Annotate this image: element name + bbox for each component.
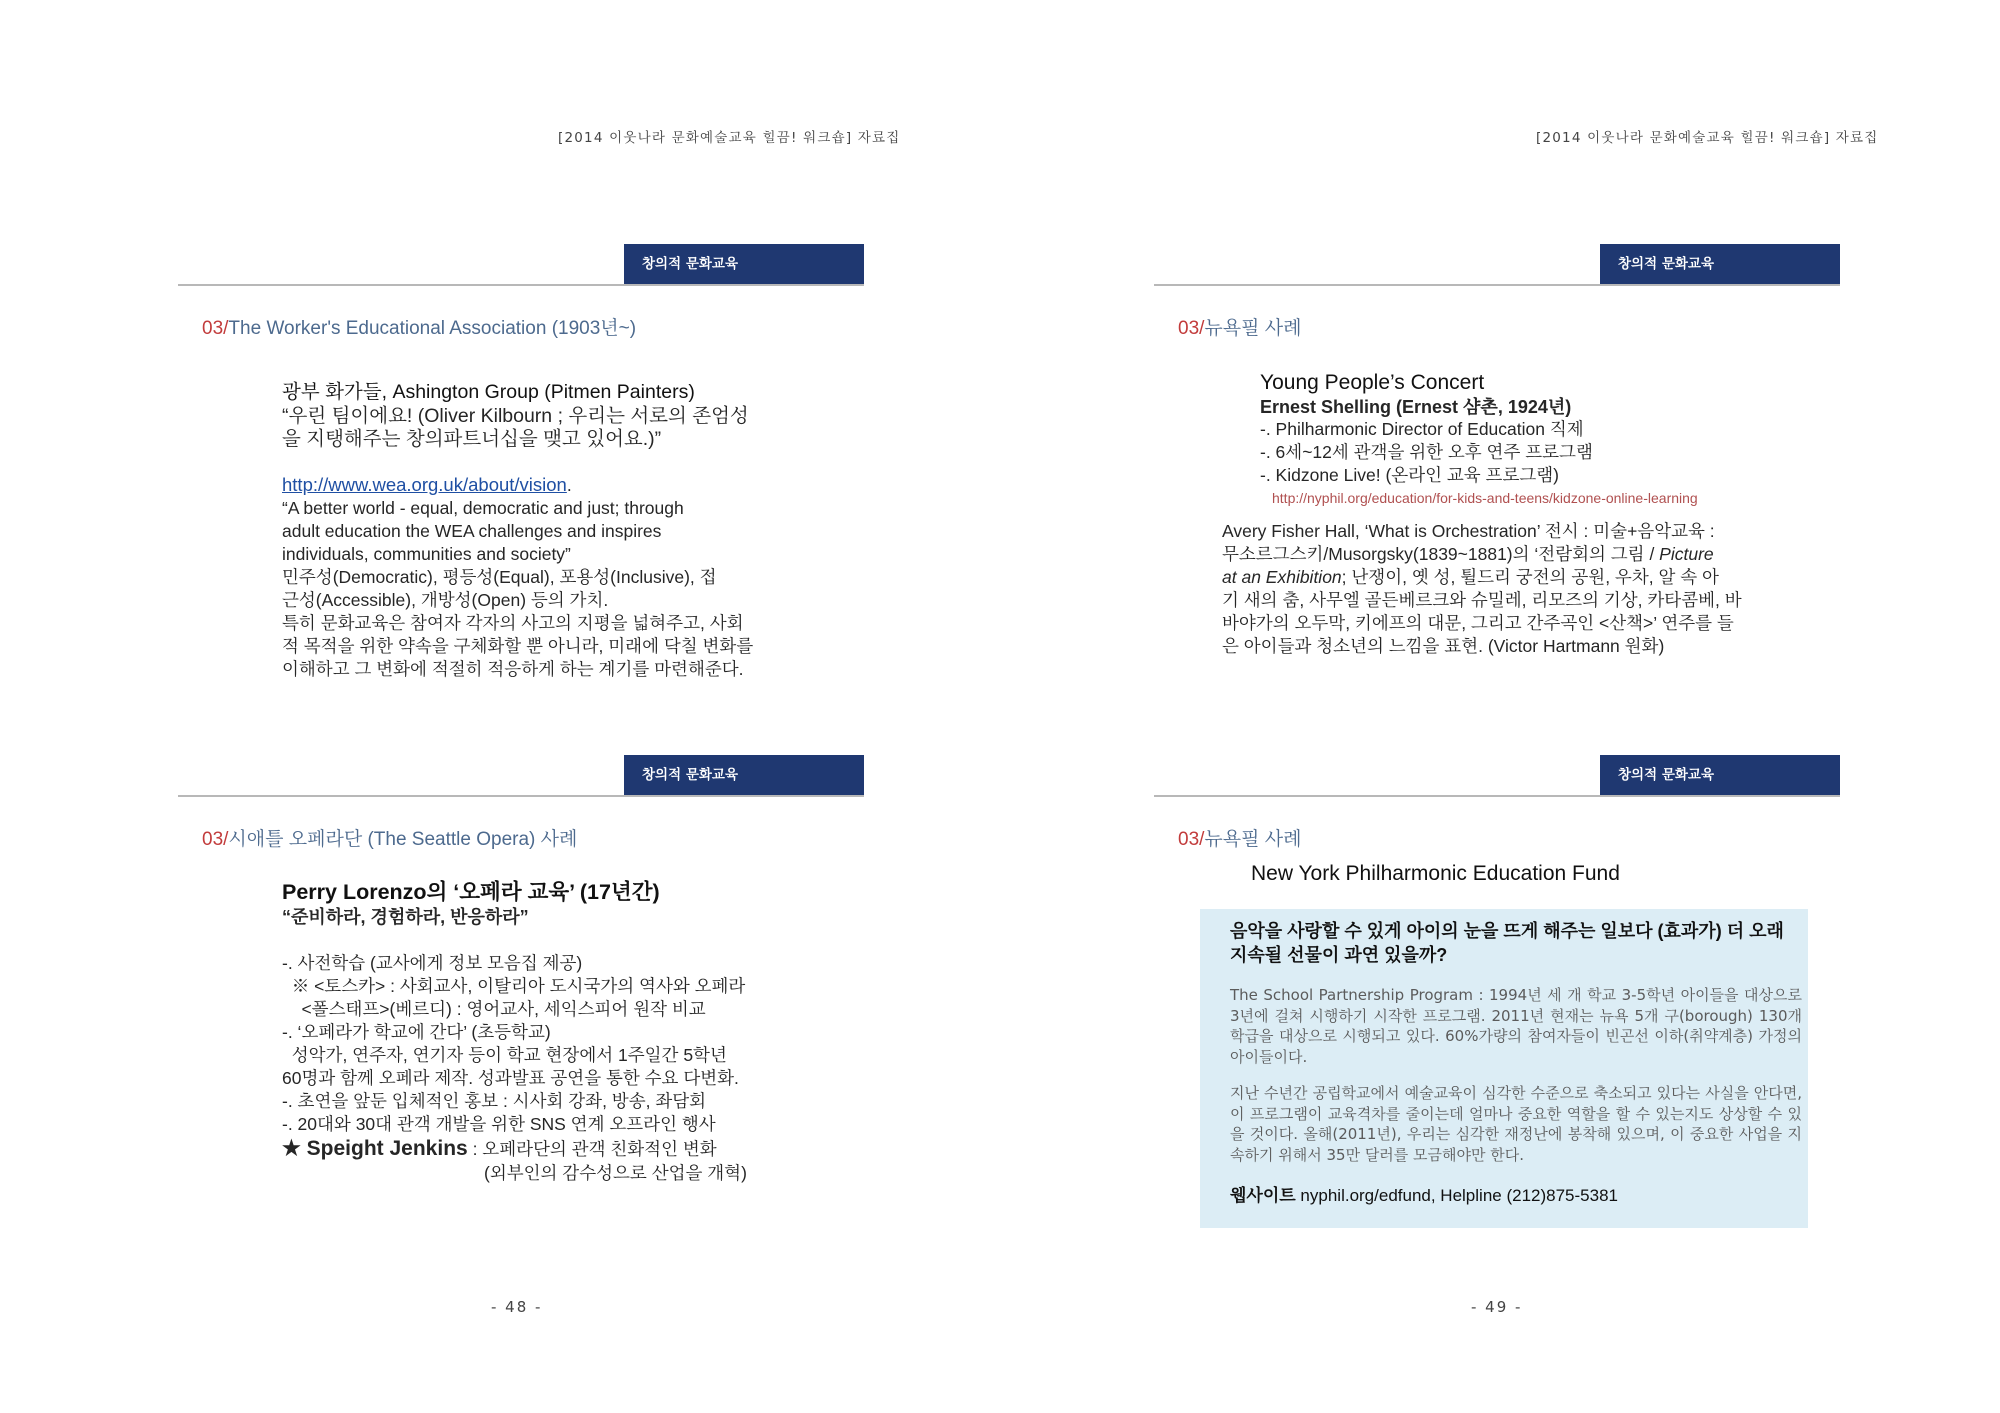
- slide-badge: 창의적 문화교육: [1600, 755, 1840, 796]
- slide-title: [202, 824, 577, 851]
- seattle-line-6: 60명과 함께 오페라 제작. 성과발표 공연을 통한 수요 다변화.: [282, 1068, 739, 1088]
- slide-title: [1178, 313, 1301, 340]
- exhibition-line-3: ; 난쟁이, 옛 성, 튈드리 궁전의 공원, 우차, 알 속 아: [1341, 567, 1719, 587]
- slide-title: [202, 313, 636, 340]
- seattle-line-3: <폴스태프>(베르디) : 영어교사, 세익스피어 원작 비교: [282, 999, 706, 1019]
- wea-para-line-6: 특히 문화교육은 참여자 각자의 사고의 지평을 넓혀주고, 사회: [282, 613, 744, 633]
- slide-body: [282, 380, 842, 681]
- fund-question: 음악을 사랑할 수 있게 아이의 눈을 뜨게 해주는 일보다 (효과가) 더 오래 지속될 선물이 과연 있을까?: [1230, 921, 1784, 965]
- exhibition-line-2: 무소르그스키/Musorgsky(1839~1881)의 ‘전람회의 그림 /: [1222, 544, 1660, 564]
- exhibition-paragraph: [1222, 520, 1812, 658]
- slide-title-text: 뉴욕필 사례: [1204, 829, 1302, 850]
- slide-title-text: The Worker's Educational Association (1903년~): [228, 318, 637, 339]
- slide-divider: [178, 795, 864, 797]
- slide-divider: [1154, 284, 1840, 286]
- wea-link[interactable]: http://www.wea.org.uk/about/vision: [282, 474, 567, 495]
- seattle-line-2: ※ <토스카> : 사회교사, 이탈리아 도시국가의 역사와 오페라: [282, 976, 746, 996]
- slide-title: [1178, 824, 1301, 851]
- quote-line-2: 을 지탱해주는 창의파트너십을 맺고 있어요.)”: [282, 428, 662, 450]
- slide-badge: 창의적 문화교육: [624, 755, 864, 796]
- exhibition-line-1: Avery Fisher Hall, ‘What is Orchestration’ 전시 : 미술+음악교육 :: [1222, 521, 1715, 541]
- exhibition-line-4: 기 새의 춤, 사무엘 골든베르크와 슈밀레, 리모즈의 기상, 카타콤베, 바: [1222, 590, 1742, 610]
- seattle-line-4: -. ‘오페라가 학교에 간다’ (초등학교): [282, 1022, 551, 1042]
- kidzone-link[interactable]: http://nyphil.org/education/for-kids-and-teens/kidzone-online-learning: [1272, 490, 1698, 506]
- fund-website-label: 웹사이트: [1230, 1186, 1296, 1205]
- fund-heading: New York Philharmonic Education Fund: [1251, 862, 1620, 885]
- concert-line-2: -. 6세~12세 관객을 위한 오후 연주 프로그램: [1260, 442, 1593, 462]
- exhibition-line-5: 바야가의 오두막, 키에프의 대문, 그리고 간주곡인 <산책>’ 연주를 들: [1222, 613, 1734, 633]
- wea-para-line-4: 민주성(Democratic), 평등성(Equal), 포용성(Inclusive), 접: [282, 567, 717, 587]
- quote-line-1: “우린 팀이에요! (Oliver Kilbourn ; 우리는 서로의 존엄성: [282, 405, 749, 427]
- exhibition-line-6: 은 아이들과 청소년의 느낌을 표현. (Victor Hartmann 원화): [1222, 636, 1665, 656]
- slide-title-number: 03/: [1178, 829, 1205, 850]
- slide-nyphil-fund: [1154, 755, 1854, 1235]
- concert-header-block: [1260, 370, 1820, 510]
- slide-badge: 창의적 문화교육: [624, 244, 864, 285]
- wea-para-line-8: 이해하고 그 변화에 적절히 적응하게 하는 계기를 마련해준다.: [282, 659, 744, 679]
- wea-para-line-5: 근성(Accessible), 개방성(Open) 등의 가치.: [282, 590, 609, 610]
- slide-title-text: 뉴욕필 사례: [1204, 318, 1302, 339]
- slide-title-number: 03/: [1178, 318, 1205, 339]
- slide-title-text: 시애틀 오페라단 (The Seattle Opera) 사례: [228, 829, 578, 850]
- concert-heading: Young People’s Concert: [1260, 371, 1485, 394]
- left-page-header: [2014 이웃나라 문화예술교육 힐끔! 워크숍] 자료집: [558, 130, 901, 146]
- seattle-line-7: -. 초연을 앞둔 입체적인 홍보 : 시사회 강좌, 방송, 좌담회: [282, 1091, 707, 1111]
- fund-info-box: [1200, 909, 1808, 1228]
- speight-jenkins-label: ★ Speight Jenkins: [282, 1137, 468, 1160]
- slide-wea: [178, 244, 878, 724]
- slide-title-number: 03/: [202, 318, 229, 339]
- ashington-line: 광부 화가들, Ashington Group (Pitmen Painters): [282, 381, 695, 403]
- fund-paragraph-1: The School Partnership Program : 1994년 세 개 학교 3-5학년 아이들을 대상으로 3년에 걸쳐 시행하기 시작한 프로그램. 2011년 현재는 뉴욕 5개 구(borough) 130개 학급을 대상으로 시행되고 있다. 60%가량의 참여자들이 빈곤선 이하(취약계층) 가정의 아이들이다.: [1230, 986, 1802, 1066]
- slide-badge: 창의적 문화교육: [1600, 244, 1840, 285]
- exhibition-title-part-1: Picture: [1659, 544, 1714, 564]
- slide-divider: [1154, 795, 1840, 797]
- fund-website-value: nyphil.org/edfund, Helpline (212)875-5381: [1295, 1186, 1618, 1205]
- exhibition-title-part-2: at an Exhibition: [1222, 567, 1342, 587]
- seattle-line-5: 성악가, 연주자, 연기자 등이 학교 현장에서 1주일간 5학년: [282, 1045, 727, 1065]
- right-page-number: - 49 -: [1471, 1298, 1523, 1316]
- seattle-subheading: “준비하라, 경험하라, 반응하라”: [282, 907, 529, 927]
- seattle-line-8: -. 20대와 30대 관객 개발을 위한 SNS 연계 오프라인 행사: [282, 1114, 716, 1134]
- concert-subheading: Ernest Shelling (Ernest 샴촌, 1924년): [1260, 397, 1572, 417]
- seattle-heading: Perry Lorenzo의 ‘오페라 교육’ (17년간): [282, 880, 660, 904]
- right-page-header: [2014 이웃나라 문화예술교육 힐끔! 워크숍] 자료집: [1536, 130, 1879, 146]
- left-page-number: - 48 -: [491, 1298, 543, 1316]
- seattle-line-1: -. 사전학습 (교사에게 정보 모음집 제공): [282, 953, 583, 973]
- speight-jenkins-text: : 오페라단의 관객 친화적인 변화: [467, 1139, 717, 1159]
- slide-divider: [178, 284, 864, 286]
- slide-body: [282, 879, 852, 1185]
- wea-link-dot: .: [566, 475, 572, 495]
- wea-para-line-2: adult education the WEA challenges and inspires: [282, 521, 662, 541]
- fund-paragraph-2: 지난 수년간 공립학교에서 예술교육이 심각한 수준으로 축소되고 있다는 사실을 안다면, 이 프로그램이 교육격차를 줄이는데 얼마나 중요한 역할을 할 수 있는지도 상상할 수 있을 것이다. 올해(2011년), 우리는 심각한 재정난에 봉착해 있으며, 이 중요한 사업을 지속하기 위해서 35만 달러를 모금해야만 한다.: [1230, 1084, 1802, 1164]
- slide-seattle-opera: [178, 755, 878, 1235]
- slide-nyphil-concert: [1154, 244, 1854, 724]
- wea-para-line-1: “A better world - equal, democratic and just; through: [282, 498, 684, 518]
- concert-line-3: -. Kidzone Live! (온라인 교육 프로그램): [1260, 465, 1560, 485]
- wea-para-line-3: individuals, communities and society”: [282, 544, 571, 564]
- concert-line-1: -. Philharmonic Director of Education 직제: [1260, 419, 1584, 439]
- wea-para-line-7: 적 목적을 위한 약속을 구체화할 뿐 아니라, 미래에 닥칠 변화를: [282, 636, 754, 656]
- seattle-line-9: (외부인의 감수성으로 산업을 개혁): [484, 1163, 747, 1183]
- slide-title-number: 03/: [202, 829, 229, 850]
